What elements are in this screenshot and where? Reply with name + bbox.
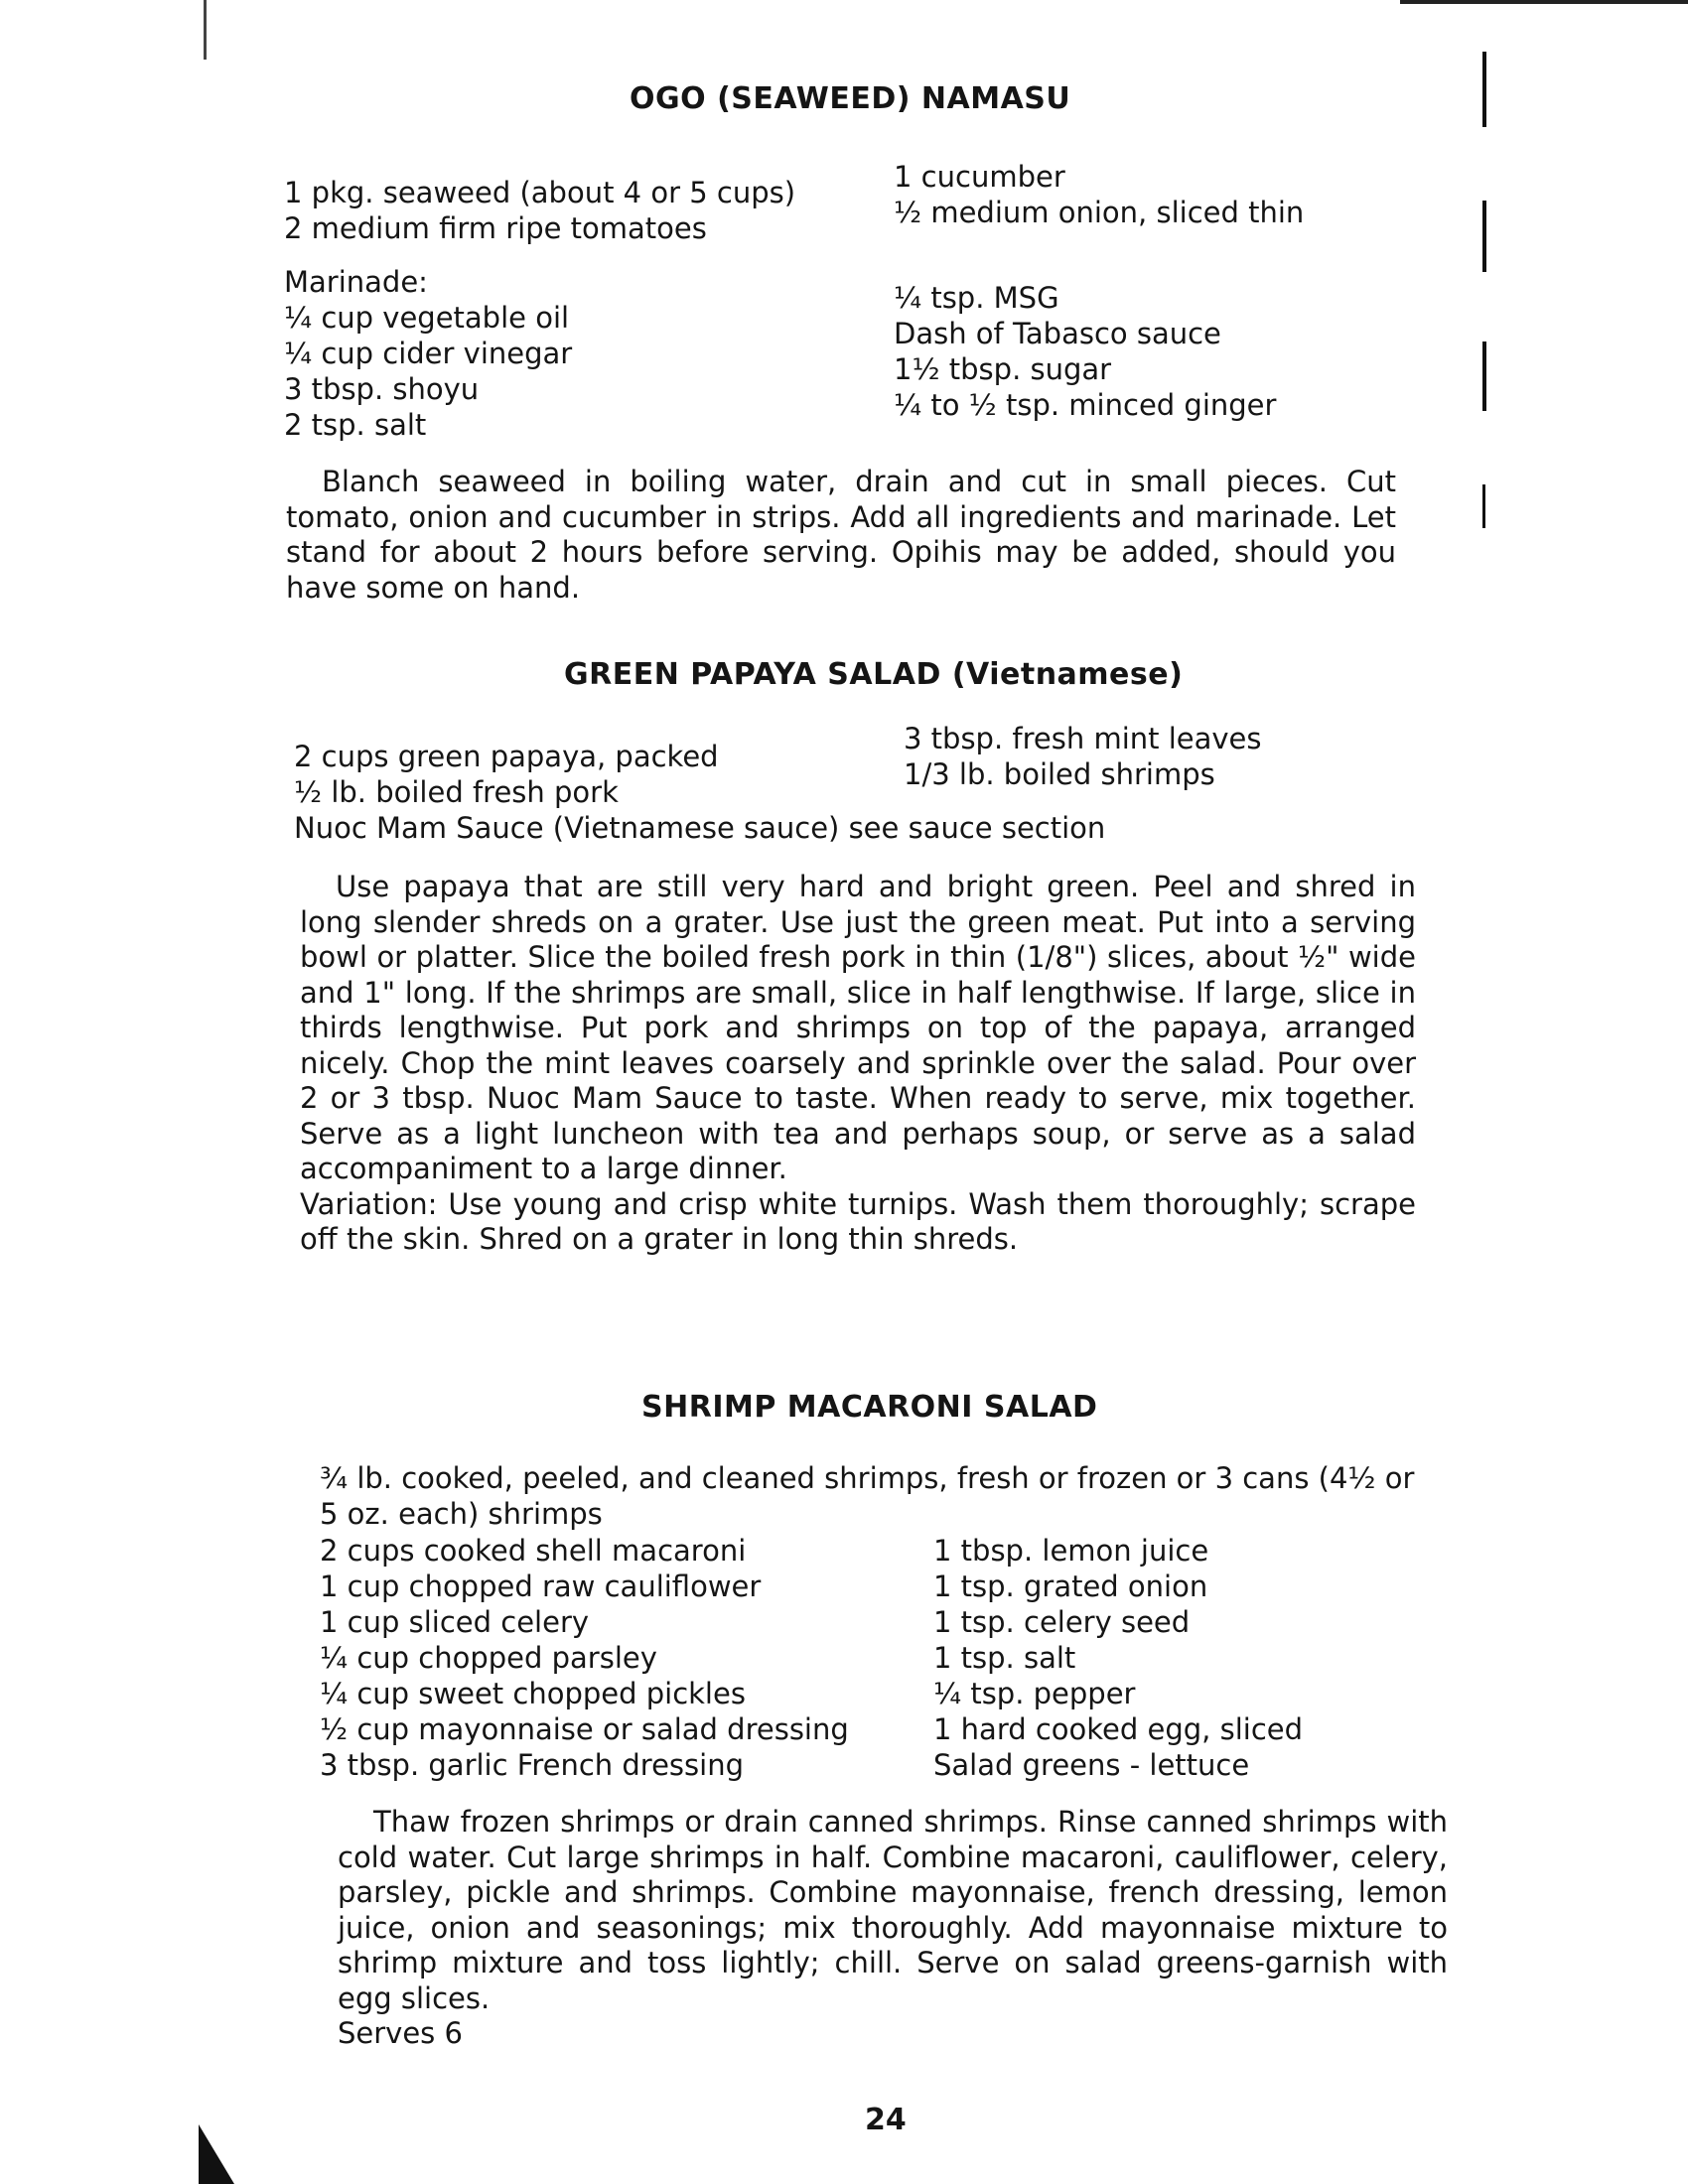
ingredient: 1 cup chopped raw cauliflower [320,1570,762,1603]
ingredient: ¼ cup chopped parsley [320,1641,657,1675]
marinade-left [284,264,572,443]
instructions-text: Thaw frozen shrimps or drain canned shrimps. Rinse canned shrimps with cold water. Cut large shrimps in half. Combine macaroni, cauliflower, celery, parsley, pickle and shrimps. Combine mayonnaise, french dressing, lemon juice, onion and seasonings; mix thoroughly. Add mayonnaise mixture to shrimp mixture and toss lightly; chill. Serve on salad greens-garnish with egg slices. [338,1805,1448,2015]
ingredient: 1 cucumber [894,160,1065,194]
ingredients-left [284,175,795,246]
ingredient: ¼ cup cider vinegar [284,337,573,370]
ingredient: 2 tsp. salt [284,408,427,442]
marinade-label: Marinade: [284,265,428,299]
ingredient: Dash of Tabasco sauce [894,317,1221,350]
recipe-title: SHRIMP MACARONI SALAD [641,1390,1098,1425]
recipe-title: OGO (SEAWEED) NAMASU [630,81,1071,116]
instructions [286,465,1396,606]
ingredient: 1½ tbsp. sugar [894,352,1112,386]
ingredient: 1 tsp. salt [933,1641,1076,1675]
ingredients-right [894,159,1304,230]
ingredient: 3 tbsp. shoyu [284,372,480,406]
ingredient: 1 hard cooked egg, sliced [933,1712,1304,1746]
ingredient: ½ cup mayonnaise or salad dressing [320,1712,849,1746]
variation-text: Variation: Use young and crisp white turnips. Wash them thoroughly; scrape off the skin. Shred on a grater in long thin shreds. [300,1186,1416,1256]
page-number: 24 [865,2103,907,2137]
ingredients-left [320,1533,849,1783]
recipe-title-suffix: (Vietnamese) [951,657,1184,692]
recipe-title [564,657,1183,692]
ingredient: 1 tsp. grated onion [933,1570,1208,1603]
margin-mark [1482,341,1486,411]
ingredient: 2 cups green papaya, packed [294,740,719,773]
ingredients-right [904,721,1262,792]
marinade-right [894,280,1276,423]
ingredient: ¼ tsp. pepper [933,1677,1136,1710]
ingredient: ¼ tsp. MSG [894,281,1059,315]
ingredient: ¼ cup sweet chopped pickles [320,1677,746,1710]
recipe-title-main: GREEN PAPAYA SALAD [564,657,941,692]
instructions-text: Use papaya that are still very hard and bright green. Peel and shred in long slender shreds on a grater. Use just the green meat. Put into a serving bowl or platter. Slice the boiled fresh pork in thin (1/8") slices, about ½" wide and 1" long. If the shrimps are small, slice in half lengthwise. If large, slice in thirds lengthwise. Put pork and shrimps on top of the papaya, arranged nicely. Chop the mint leaves coarsely and sprinkle over the salad. Pour over 2 or 3 tbsp. Nuoc Mam Sauce to taste. When ready to serve, mix together. Serve as a light luncheon with tea and perhaps soup, or serve as a salad accompaniment to a large dinner. [300,870,1416,1185]
ingredient: Nuoc Mam Sauce (Vietnamese sauce) see sauce section [294,811,1106,845]
ingredient: ½ lb. boiled fresh pork [294,775,619,809]
ingredient: ½ medium onion, sliced thin [894,196,1305,229]
ingredient: 2 medium firm ripe tomatoes [284,211,707,245]
ingredient: 2 cups cooked shell macaroni [320,1534,747,1568]
ingredient: 1 tbsp. lemon juice [933,1534,1209,1568]
ingredient: 3 tbsp. garlic French dressing [320,1748,744,1782]
instructions [338,1805,1448,2052]
instructions-text: Blanch seaweed in boiling water, drain and cut in small pieces. Cut tomato, onion and cucumber in strips. Add all ingredients and marinade. Let stand for about 2 hours before serving. Opihis may be added, should you have some on hand. [286,465,1396,605]
ingredient: 1 tsp. celery seed [933,1605,1191,1639]
ingredient: 3 tbsp. fresh mint leaves [904,722,1262,755]
ingredient: Salad greens - lettuce [933,1748,1250,1782]
ingredient: 1 cup sliced celery [320,1605,590,1639]
page-edge-line [204,0,207,60]
ingredients-full [320,1461,1440,1532]
page-edge-line [1400,0,1688,4]
ingredient: ¾ lb. cooked, peeled, and cleaned shrimps, fresh or frozen or 3 cans (4½ or 5 oz. each) shrimps [320,1461,1415,1531]
corner-mark [199,2124,234,2184]
margin-mark [1482,201,1486,272]
ingredient: 1 pkg. seaweed (about 4 or 5 cups) [284,176,796,209]
margin-mark [1482,52,1486,127]
margin-mark [1482,484,1485,528]
instructions [300,870,1416,1258]
serves-text: Serves 6 [338,2016,463,2050]
ingredients-right [933,1533,1303,1783]
ingredient: 1/3 lb. boiled shrimps [904,757,1215,791]
ingredient: ¼ to ½ tsp. minced ginger [894,388,1277,422]
ingredient: ¼ cup vegetable oil [284,301,570,335]
